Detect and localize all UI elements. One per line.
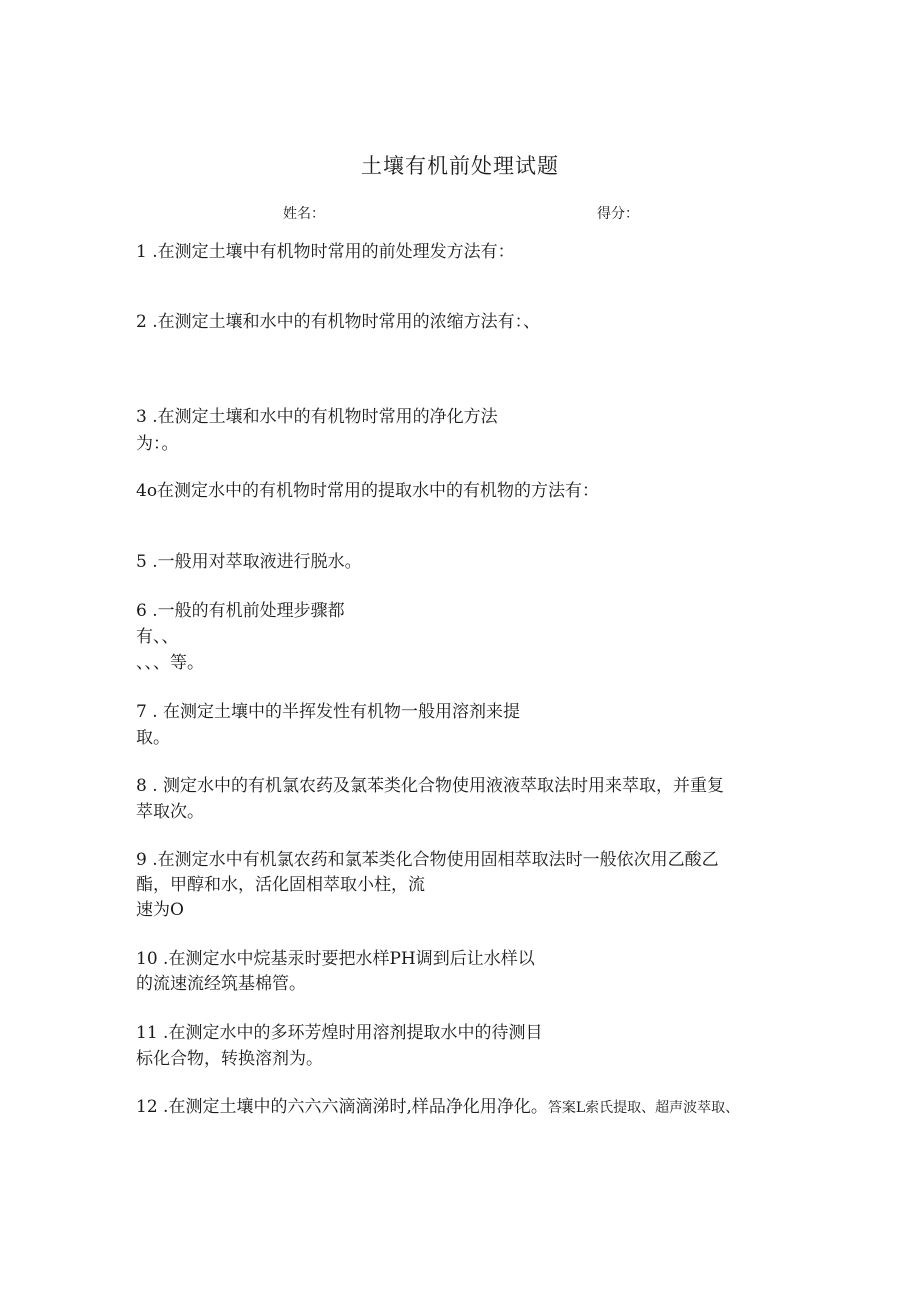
answer-text: 答案L索氏提取、超声波萃取、 — [547, 1100, 740, 1116]
question-line: 10 .在测定水中烷基汞时要把水样PH调到后让水样以 — [136, 949, 535, 969]
question-line: 1 .在测定土壤中有机物时常用的前处理发方法有： — [136, 242, 515, 262]
question-line: 有、、 — [136, 627, 179, 647]
question-line: 9 .在测定水中有机氯农药和氯苯类化合物使用固相萃取法时一般依次用乙酸乙 — [136, 850, 719, 870]
question-line: 6 .一般的有机前处理步骤都 — [136, 601, 345, 621]
question-line: 取。 — [136, 728, 170, 748]
question-text: 12 .在测定土壤中的六六六滴滴涕时,样品净化用净化。 — [136, 1097, 548, 1117]
question-line: 的流速流经筑基棉管。 — [136, 974, 306, 994]
question-line: 、、、等。 — [136, 653, 204, 673]
score-label: 得分： — [597, 206, 639, 222]
question-line: 速为O — [136, 900, 184, 920]
question-line: 萃取次。 — [136, 802, 204, 822]
question-line: 5 .一般用对萃取液进行脱水。 — [136, 552, 362, 572]
question-line: 3 .在测定土壤和水中的有机物时常用的净化方法 — [136, 407, 498, 427]
name-label: 姓名： — [283, 206, 325, 222]
question-line: 酯，甲醇和水，活化固相萃取小柱，流 — [136, 875, 425, 895]
question-line: 7 . 在测定土壤中的半挥发性有机物一般用溶剂来提 — [136, 702, 521, 722]
question-line: 11 .在测定水中的多环芳煌时用溶剂提取水中的待测目 — [136, 1023, 543, 1043]
page-title: 土壤有机前处理试题 — [361, 154, 559, 178]
question-line: 8 . 测定水中的有机氯农药及氯苯类化合物使用液液萃取法时用来萃取，并重复 — [136, 776, 725, 796]
question-line: 标化合物，转换溶剂为。 — [136, 1049, 323, 1069]
question-line: 为：。 — [136, 434, 179, 454]
question-line — [136, 1095, 739, 1120]
question-line: 4o在测定水中的有机物时常用的提取水中的有机物的方法有： — [136, 481, 600, 501]
question-line: 2 .在测定土壤和水中的有机物时常用的浓缩方法有：、 — [136, 312, 541, 332]
